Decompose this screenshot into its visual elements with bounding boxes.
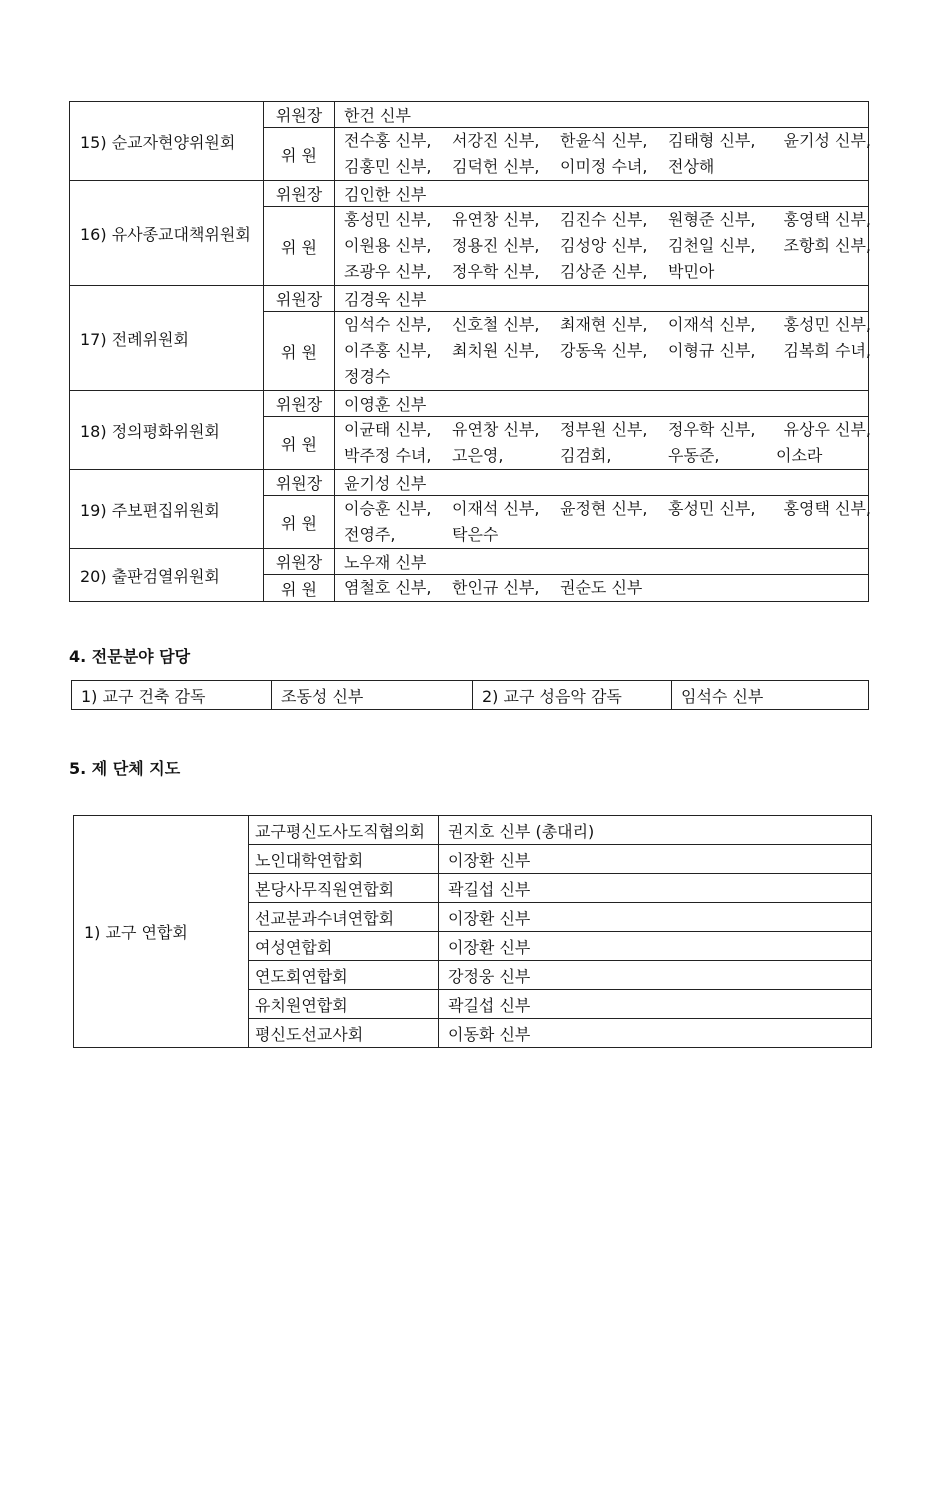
committee-row	[70, 102, 869, 128]
member: 우동준,	[668, 446, 720, 465]
org-leader: 이장환 신부	[439, 845, 872, 874]
member: 조광우 신부,	[344, 262, 432, 281]
member: 김복희 수녀,	[783, 341, 871, 360]
chair-name: 한건 신부	[335, 102, 869, 128]
chair-label: 위원장	[264, 470, 335, 496]
org-leader: 곽길섭 신부	[439, 990, 872, 1019]
section-5-title: 5. 제 단체 지도	[69, 759, 181, 778]
committee-name: 17) 전례위원회	[70, 286, 264, 391]
member: 권순도 신부	[560, 578, 643, 597]
member-list	[335, 417, 869, 470]
chair-name: 김인한 신부	[335, 181, 869, 207]
member: 김덕헌 신부,	[452, 157, 540, 176]
org-leader: 권지호 신부 (총대리)	[439, 816, 872, 845]
member: 김상준 신부,	[560, 262, 648, 281]
member: 김진수 신부,	[560, 210, 648, 229]
member: 홍성민 신부,	[668, 499, 756, 518]
committee-name: 18) 정의평화위원회	[70, 391, 264, 470]
specialty-row	[72, 681, 869, 710]
member: 김홍민 신부,	[344, 157, 432, 176]
member: 유연창 신부,	[452, 210, 540, 229]
member: 탁은수	[452, 525, 499, 544]
committee-name: 20) 출판검열위원회	[70, 549, 264, 602]
org-name: 여성연합회	[249, 932, 439, 961]
member: 윤정현 신부,	[560, 499, 648, 518]
committees-table	[69, 101, 869, 602]
group-name: 1) 교구 연합회	[74, 816, 249, 1048]
member: 고은영,	[452, 446, 504, 465]
org-leader: 강정웅 신부	[439, 961, 872, 990]
member-list	[335, 128, 869, 181]
org-name: 노인대학연합회	[249, 845, 439, 874]
specialty-label: 2) 교구 성음악 감독	[473, 681, 672, 710]
member: 이승훈 신부,	[344, 499, 432, 518]
member: 윤기성 신부,	[783, 131, 871, 150]
members-label: 위 원	[264, 496, 335, 549]
member: 유상우 신부,	[783, 420, 871, 439]
specialty-person: 조동성 신부	[272, 681, 473, 710]
committee-row	[70, 470, 869, 496]
chair-label: 위원장	[264, 181, 335, 207]
member: 홍성민 신부,	[783, 315, 871, 334]
chair-name: 윤기성 신부	[335, 470, 869, 496]
member: 김검회,	[560, 446, 612, 465]
member: 홍성민 신부,	[344, 210, 432, 229]
member-list	[335, 575, 869, 602]
member: 염철호 신부,	[344, 578, 432, 597]
org-name: 본당사무직원연합회	[249, 874, 439, 903]
org-name: 선교분과수녀연합회	[249, 903, 439, 932]
committee-row	[70, 181, 869, 207]
member: 전상해	[668, 157, 715, 176]
groups-table	[73, 815, 872, 1048]
chair-name: 이영훈 신부	[335, 391, 869, 417]
member: 이균태 신부,	[344, 420, 432, 439]
member: 이소라	[776, 446, 823, 465]
member: 이미정 수녀,	[560, 157, 648, 176]
org-leader: 곽길섭 신부	[439, 874, 872, 903]
member: 한윤식 신부,	[560, 131, 648, 150]
member: 정우학 신부,	[452, 262, 540, 281]
member: 이재석 신부,	[452, 499, 540, 518]
member: 전수홍 신부,	[344, 131, 432, 150]
org-name: 평신도선교사회	[249, 1019, 439, 1048]
specialty-table	[71, 680, 869, 710]
member: 전영주,	[344, 525, 396, 544]
chair-name: 노우재 신부	[335, 549, 869, 575]
chair-name: 김경욱 신부	[335, 286, 869, 312]
group-row	[74, 816, 872, 845]
org-name: 교구평신도사도직협의회	[249, 816, 439, 845]
member-list	[335, 207, 869, 286]
committee-row	[70, 391, 869, 417]
committee-row	[70, 549, 869, 575]
member: 이주홍 신부,	[344, 341, 432, 360]
member: 최재현 신부,	[560, 315, 648, 334]
org-leader: 이장환 신부	[439, 903, 872, 932]
member: 최치원 신부,	[452, 341, 540, 360]
committee-row	[70, 286, 869, 312]
member: 정부원 신부,	[560, 420, 648, 439]
chair-label: 위원장	[264, 102, 335, 128]
member: 박민아	[668, 262, 715, 281]
org-leader: 이동화 신부	[439, 1019, 872, 1048]
member: 홍영택 신부,	[783, 210, 871, 229]
members-label: 위 원	[264, 207, 335, 286]
member: 정용진 신부,	[452, 236, 540, 255]
member: 조항희 신부,	[783, 236, 871, 255]
specialty-label: 1) 교구 건축 감독	[72, 681, 272, 710]
chair-label: 위원장	[264, 286, 335, 312]
member: 박주정 수녀,	[344, 446, 432, 465]
member: 임석수 신부,	[344, 315, 432, 334]
member: 정우학 신부,	[668, 420, 756, 439]
member: 한인규 신부,	[452, 578, 540, 597]
member-list	[335, 496, 869, 549]
member: 이원용 신부,	[344, 236, 432, 255]
member: 홍영택 신부,	[783, 499, 871, 518]
member: 원형준 신부,	[668, 210, 756, 229]
section-4-title: 4. 전문분야 담당	[69, 647, 191, 666]
member: 이재석 신부,	[668, 315, 756, 334]
members-label: 위 원	[264, 128, 335, 181]
committee-name: 19) 주보편집위원회	[70, 470, 264, 549]
member: 신호철 신부,	[452, 315, 540, 334]
member: 강동욱 신부,	[560, 341, 648, 360]
members-label: 위 원	[264, 575, 335, 602]
org-leader: 이장환 신부	[439, 932, 872, 961]
member: 김태형 신부,	[668, 131, 756, 150]
member: 서강진 신부,	[452, 131, 540, 150]
committee-name: 15) 순교자현양위원회	[70, 102, 264, 181]
member: 김성앙 신부,	[560, 236, 648, 255]
chair-label: 위원장	[264, 549, 335, 575]
member: 김천일 신부,	[668, 236, 756, 255]
chair-label: 위원장	[264, 391, 335, 417]
members-label: 위 원	[264, 417, 335, 470]
member: 유연창 신부,	[452, 420, 540, 439]
members-label: 위 원	[264, 312, 335, 391]
committee-name: 16) 유사종교대책위원회	[70, 181, 264, 286]
member-list	[335, 312, 869, 391]
org-name: 유치원연합회	[249, 990, 439, 1019]
member: 이형규 신부,	[668, 341, 756, 360]
specialty-person: 임석수 신부	[672, 681, 869, 710]
member: 정경수	[344, 367, 391, 386]
org-name: 연도회연합회	[249, 961, 439, 990]
